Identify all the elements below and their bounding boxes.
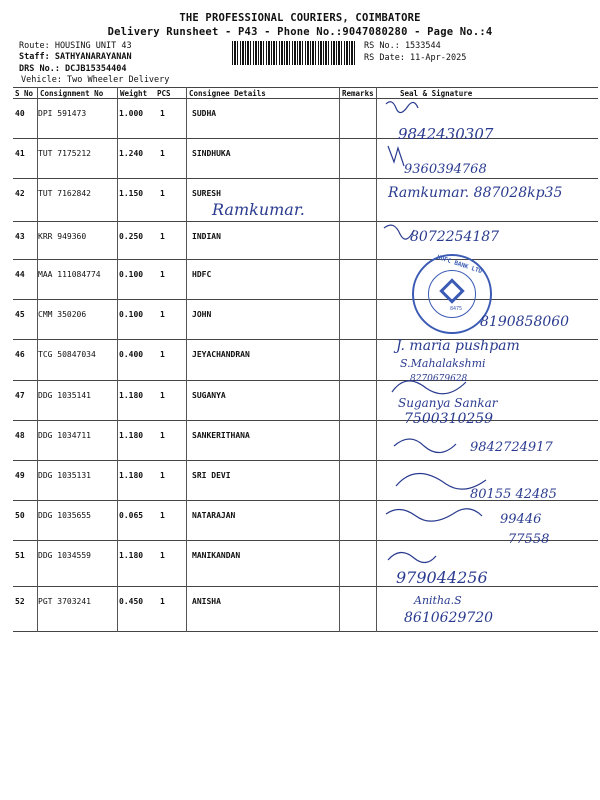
row-weight: 1.000: [119, 109, 144, 118]
col-header-weight: Weight: [120, 89, 148, 98]
row-pcs: 1: [160, 471, 165, 480]
row-consignee: SUDHA: [192, 109, 217, 118]
row-consignment: KRR 949360: [38, 232, 87, 241]
col-header-consignment: Consignment No: [40, 89, 104, 98]
signature-scribble: [386, 102, 418, 113]
row-consignment: TUT 7162842: [38, 189, 91, 198]
row-consignment: TCG 50847034: [38, 350, 96, 359]
row-consignment: TUT 7175212: [38, 149, 91, 158]
handwritten-phone: 9842430307: [398, 125, 494, 143]
row-consignee: HDFC: [192, 270, 212, 279]
handwritten-phone: 7500310259: [404, 411, 494, 427]
row-pcs: 1: [160, 511, 165, 520]
row-weight: 0.450: [119, 597, 144, 606]
row-sno: 51: [15, 551, 25, 560]
handwritten-name: J. maria pushpam: [396, 338, 520, 354]
handwritten-phone: 8190858060: [480, 314, 570, 330]
handwritten-phone: 99446: [500, 512, 542, 527]
row-sno: 47: [15, 391, 25, 400]
row-consignee: SRI DEVI: [192, 471, 231, 480]
barcode: [232, 41, 356, 65]
handwritten-phone: 979044256: [396, 568, 488, 587]
row-consignment: CMM 350206: [38, 310, 87, 319]
drs-number: DRS No.: DCJB15354404: [19, 64, 127, 74]
row-consignee: ANISHA: [192, 597, 221, 606]
row-consignment: DDG 1034559: [38, 551, 91, 560]
row-weight: 0.065: [119, 511, 144, 520]
signature-scribble: [392, 381, 466, 394]
row-consignment: DPI 591473: [38, 109, 87, 118]
row-consignment: DDG 1035131: [38, 471, 91, 480]
row-weight: 1.240: [119, 149, 144, 158]
col-header-pcs: PCS: [157, 89, 171, 98]
row-consignee: JOHN: [192, 310, 212, 319]
row-consignee: SANKERITHANA: [192, 431, 250, 440]
signature-scribble: [394, 439, 456, 453]
signature-scribble: [386, 509, 482, 521]
row-weight: 1.180: [119, 551, 144, 560]
row-weight: 0.100: [119, 310, 144, 319]
row-consignee: INDIAN: [192, 232, 221, 241]
row-consignment: PGT 3703241: [38, 597, 91, 606]
col-header-remarks: Remarks: [342, 89, 374, 98]
signature-scribble: [396, 473, 486, 489]
signature-scribble: [388, 146, 404, 166]
signature-scribble: [388, 552, 436, 562]
col-header-consignee: Consignee Details: [189, 89, 266, 98]
row-pcs: 1: [160, 109, 165, 118]
rs-number: RS No.: 1533544: [364, 41, 441, 51]
handwritten-phone: 9842724917: [470, 440, 553, 455]
stamp-text: HDFC BANK LTD: [436, 253, 483, 276]
runsheet-subtitle: Delivery Runsheet - P43 - Phone No.:9047080280 - Page No.:4: [107, 26, 493, 38]
handwritten-name: S.Mahalakshmi: [400, 357, 486, 370]
row-sno: 50: [15, 511, 25, 520]
row-pcs: 1: [160, 310, 165, 319]
table-top-rule: [13, 87, 598, 88]
vehicle-label: Vehicle: Two Wheeler Delivery: [21, 75, 170, 85]
row-weight: 0.100: [119, 270, 144, 279]
rs-date: RS Date: 11-Apr-2025: [364, 53, 467, 63]
col-header-seal-signature: Seal & Signature: [400, 89, 473, 98]
row-pcs: 1: [160, 149, 165, 158]
row-pcs: 1: [160, 270, 165, 279]
row-consignee: JEYACHANDRAN: [192, 350, 250, 359]
row-pcs: 1: [160, 597, 165, 606]
handwritten-phone: 77558: [508, 532, 550, 547]
handwritten-phone: 8270679628: [410, 374, 468, 384]
row-weight: 1.180: [119, 391, 144, 400]
row-consignment: MAA 111084774: [38, 270, 101, 279]
row-consignee: SUGANYA: [192, 391, 226, 400]
row-weight: 1.150: [119, 189, 144, 198]
handwritten-phone: 8610629720: [404, 610, 494, 626]
row-weight: 1.180: [119, 471, 144, 480]
handwritten-signature: Suganya Sankar: [398, 396, 498, 410]
row-pcs: 1: [160, 551, 165, 560]
row-consignee: NATARAJAN: [192, 511, 236, 520]
row-sno: 52: [15, 597, 25, 606]
row-weight: 1.180: [119, 431, 144, 440]
row-weight: 0.400: [119, 350, 144, 359]
handwritten-phone: 9360394768: [404, 162, 487, 177]
row-pcs: 1: [160, 391, 165, 400]
row-consignment: DDG 1034711: [38, 431, 91, 440]
row-sno: 45: [15, 310, 25, 319]
signature-scribble: [384, 225, 414, 239]
staff-label: Staff: SATHYANARAYANAN: [19, 52, 132, 62]
handwritten-consignee: Ramkumar.: [212, 200, 305, 219]
stamp-code: 8475: [450, 306, 463, 312]
row-sno: 43: [15, 232, 25, 241]
handwritten-name: Anitha.S: [414, 594, 462, 607]
signature-scribbles: [376, 96, 598, 632]
row-sno: 40: [15, 109, 25, 118]
route-label: Route: HOUSING UNIT 43: [19, 41, 132, 51]
row-pcs: 1: [160, 350, 165, 359]
row-sno: 49: [15, 471, 25, 480]
row-consignee: SURESH: [192, 189, 221, 198]
row-consignee: MANIKANDAN: [192, 551, 241, 560]
col-header-sno: S No: [15, 89, 34, 98]
row-sno: 46: [15, 350, 25, 359]
handwritten-signature: Ramkumar. 887028kp35: [388, 185, 563, 201]
row-pcs: 1: [160, 232, 165, 241]
row-sno: 42: [15, 189, 25, 198]
row-pcs: 1: [160, 431, 165, 440]
company-title: THE PROFESSIONAL COURIERS, COIMBATORE: [179, 12, 421, 24]
row-consignment: DDG 1035141: [38, 391, 91, 400]
row-sno: 48: [15, 431, 25, 440]
handwritten-phone: 8072254187: [410, 229, 500, 245]
row-pcs: 1: [160, 189, 165, 198]
handwritten-phone: 80155 42485: [470, 487, 557, 502]
row-consignment: DDG 1035655: [38, 511, 91, 520]
row-sno: 41: [15, 149, 25, 158]
row-consignee: SINDHUKA: [192, 149, 231, 158]
row-sno: 44: [15, 270, 25, 279]
row-weight: 0.250: [119, 232, 144, 241]
